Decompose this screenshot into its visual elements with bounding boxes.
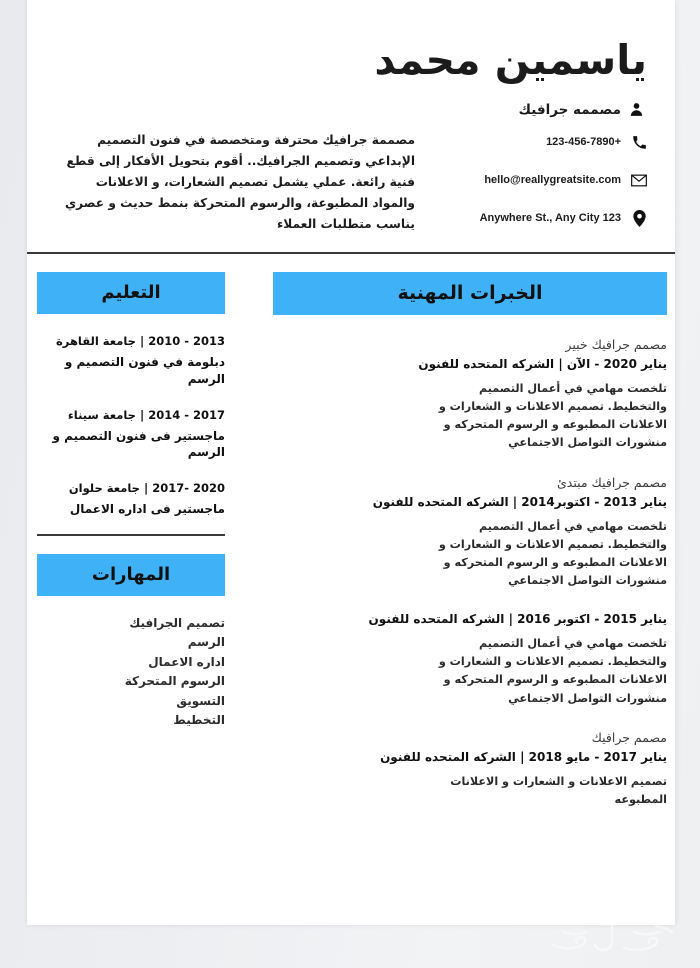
contact-address[interactable] — [425, 210, 647, 226]
skill-item: اداره الاعمال — [148, 654, 225, 669]
experience-desc: تصميم الاعلانات و الشعارات و الاعلانات المطبوعه — [450, 774, 667, 806]
skill-item: تصميم الجرافيك — [129, 615, 225, 630]
role-line — [55, 101, 645, 118]
contact-list — [425, 130, 647, 248]
experience-entry — [273, 730, 667, 809]
experience-entry — [273, 612, 667, 708]
experience-title: مصمم جرافيك — [591, 729, 667, 745]
experience-desc: تلخصت مهامي في أعمال التصميم والتخطيط. تصميم الاعلانات و الشعارات و الاعلانات المطبوعه و الرسوم المتحركه و منشورات التواصل الاجتماعي — [438, 382, 667, 450]
experience-meta: يناير 2013 - اكتوبر2014 | الشركه المتحده للفنون — [372, 494, 667, 509]
header-body — [55, 130, 647, 248]
skill-item: التخطيط — [173, 713, 225, 728]
education-skills-column — [27, 254, 249, 809]
education-entry — [37, 481, 225, 518]
resume-header — [27, 0, 675, 248]
experience-desc: تلخصت مهامي في أعمال التصميم والتخطيط. تصميم الاعلانات و الشعارات و الاعلانات المطبوعه و الرسوم المتحركه و منشورات التواصل الاجتماعي — [438, 519, 667, 587]
skills-list — [37, 614, 225, 731]
skill-item: التسويق — [176, 693, 225, 708]
experience-title: مصمم جرافيك مبتدئ — [557, 474, 667, 490]
experience-meta: يناير 2015 - اكتوبر 2016 | الشركه المتحده للفنون — [368, 612, 667, 627]
page-title: ياسمين محمد — [374, 36, 647, 84]
experience-meta: يناير 2020 - الآن | الشركه المتحده للفنون — [418, 357, 667, 371]
contact-email[interactable] — [425, 172, 647, 188]
envelope-icon — [631, 172, 647, 188]
education-degree: ماجستير فى فنون التصميم و الرسم — [52, 428, 225, 460]
skill-item: الرسوم المتحركة — [124, 674, 225, 689]
body-columns — [27, 254, 675, 809]
education-degree: دبلومة في فنون التصميم و الرسم — [64, 355, 225, 386]
location-pin-icon — [631, 210, 647, 226]
contact-phone[interactable] — [425, 134, 647, 150]
person-icon — [628, 101, 645, 118]
experience-entry — [273, 475, 667, 591]
profile-summary: مصممة جرافيك محترفة ومتخصصة في فنون التصميم الإبداعي وتصميم الجرافيك.. أقوم بتحويل الأفكار إلى قطع فنية رائعة. عملي يشمل تصميم الشعارات، و الاعلانات والمواد المطبوعة، والرسوم المتحركة بنمط حديث و عصري يناسب متطلبات العملاء — [65, 133, 415, 232]
experience-desc: تلخصت مهامي في أعمال التصميم والتخطيط. تصميم الاعلانات و الشعارات و الاعلانات المطبوعه و الرسوم المتحركه و منشورات التواصل الاجتماعي — [438, 637, 667, 705]
experience-heading: الخبرات المهنية — [273, 272, 667, 315]
experience-entry — [273, 337, 667, 453]
skills-heading: المهارات — [37, 554, 225, 596]
education-skills-divider — [37, 534, 225, 536]
resume-page — [27, 0, 675, 925]
skill-item: الرسم — [187, 635, 225, 650]
education-meta: 2020 -2017 | جامعة حلوان — [68, 481, 225, 496]
phone-text: 123-456-7890+ — [546, 136, 621, 149]
education-heading: التعليم — [37, 272, 225, 314]
experience-title: مصمم جرافيك خبير — [565, 337, 667, 352]
experience-column — [249, 254, 675, 809]
education-meta: 2017 - 2014 | جامعة سيناء — [67, 407, 225, 422]
experience-meta: يناير 2017 - مايو 2018 | الشركه المتحده للفنون — [380, 749, 667, 764]
education-entry — [37, 334, 225, 388]
email-text: hello@reallygreatsite.com — [484, 174, 621, 187]
address-text: Anywhere St., Any City 123 — [479, 212, 621, 225]
education-entry — [37, 408, 225, 462]
role-label: مصممه جرافيك — [518, 101, 621, 118]
education-meta: 2013 - 2010 | جامعة القاهرة — [56, 334, 225, 348]
education-degree: ماجستير فى اداره الاعمال — [69, 502, 225, 517]
phone-icon — [631, 134, 647, 150]
